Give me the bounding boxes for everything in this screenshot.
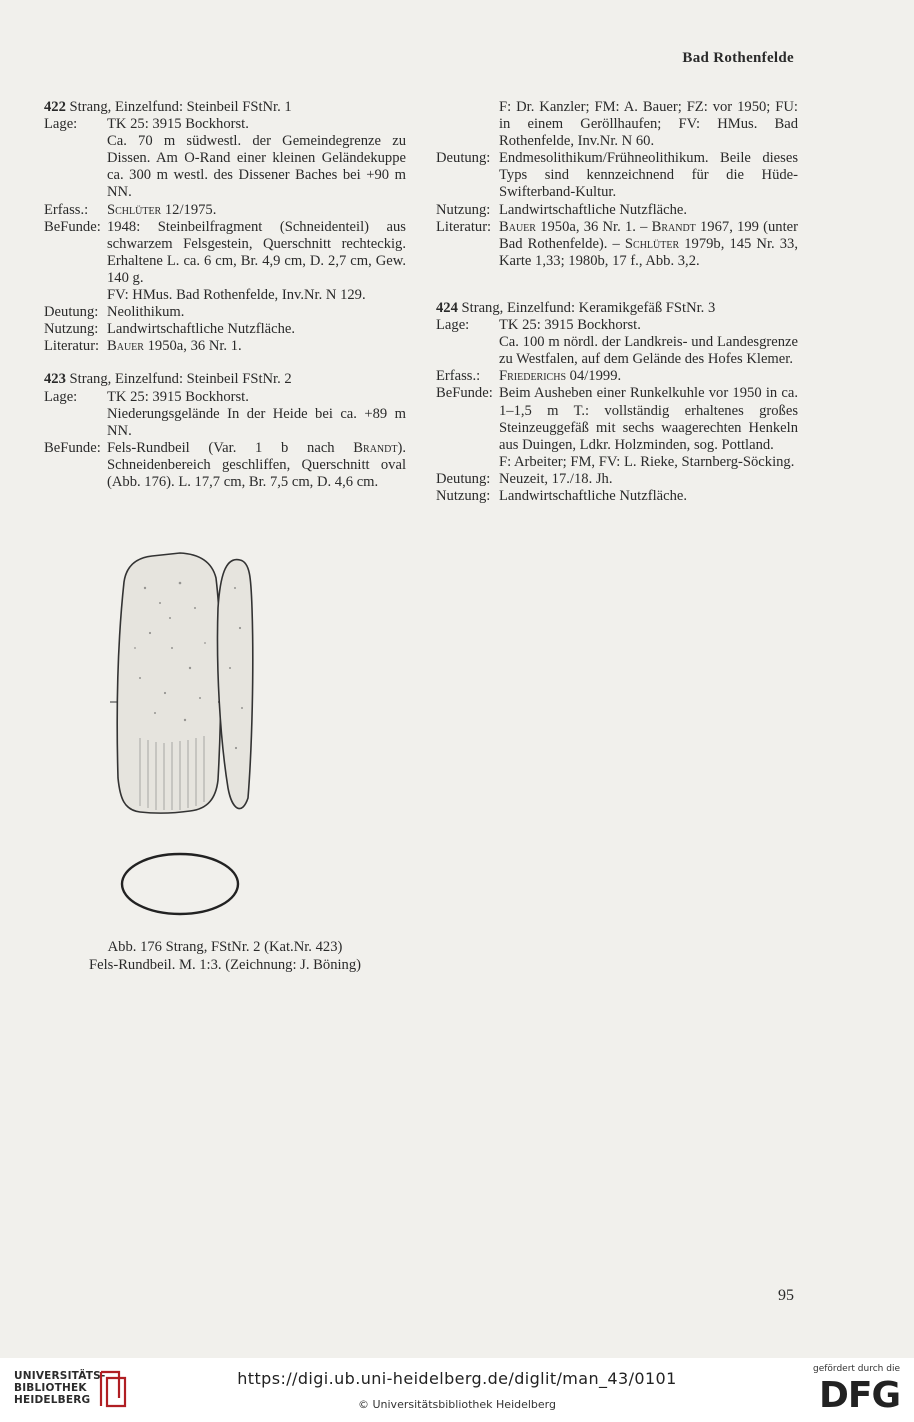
author-name: Bauer [499, 218, 536, 235]
literatur-row [436, 219, 798, 270]
field-value: TK 25: 3915 Bockhorst. [107, 116, 249, 133]
author-name: Bauer [107, 338, 144, 355]
field-label: Deutung: [44, 304, 99, 321]
field-label: Literatur: [436, 218, 492, 235]
erfass-row [436, 368, 798, 385]
field-label: Deutung: [436, 470, 491, 487]
library-name-line: BIBLIOTHEK [14, 1382, 87, 1394]
field-value: Beim Ausheben einer Runkelkuhle vor 1950 in ca. 1–1,5 m T.: vollständig erhaltenes großes Steinzeuggefäß mit sechs waagerechten Henkeln aus Duingen, Ldkr. Holzminden, sog. Pottland. [499, 385, 798, 453]
footer-bar [0, 1358, 914, 1422]
author-name: Schlüter [107, 201, 162, 218]
left-column [44, 99, 406, 491]
running-head: Bad Rothenfelde [682, 50, 794, 66]
field-value-part: ). Schneidenbereich geschliffen, Querschnitt oval (Abb. 176). L. 17,7 cm, Br. 7,5 cm, D. 4,6 cm. [107, 439, 406, 490]
library-name-line: HEIDELBERG [14, 1394, 91, 1406]
field-label: BeFunde: [44, 218, 101, 235]
field-label: Deutung: [436, 150, 491, 167]
axe-front-view [117, 553, 221, 813]
entry-title: Strang, Einzelfund: Steinbeil FStNr. 1 [69, 99, 292, 115]
field-label: Lage: [436, 317, 470, 334]
entry-number: 424 [436, 299, 458, 316]
field-label: Lage: [44, 388, 78, 405]
copyright-notice: © Universitätsbibliothek Heidelberg [357, 1398, 556, 1411]
right-column [436, 99, 798, 505]
author-name: Schlüter [624, 235, 680, 252]
field-label: Nutzung: [436, 487, 491, 504]
erfass-row [44, 202, 406, 219]
axe-cross-section [122, 854, 238, 914]
entry-title: Strang, Einzelfund: Keramikgefäß FStNr. 3 [461, 299, 716, 316]
nutzung-row [44, 321, 406, 338]
field-value [107, 440, 406, 491]
author-name: Friederichs [499, 368, 567, 385]
field-value [107, 338, 406, 355]
field-value: TK 25: 3915 Bockhorst. [107, 388, 249, 405]
lage-detail: Niederungsgelände In der Heide bei ca. +89 m NN. [107, 405, 406, 439]
dfg-funding-note: gefördert durch die [813, 1364, 900, 1374]
field-value-rest: 12/1975. [161, 201, 217, 218]
field-value: Landwirtschaftliche Nutzfläche. [499, 487, 688, 504]
deutung-row [44, 304, 406, 321]
lage-detail: Ca. 100 m nördl. der Landkreis- und Landesgrenze zu Westfalen, auf dem Gelände des Hofes Klemer. [499, 334, 798, 368]
entry-422-heading [44, 99, 406, 116]
field-value-part: Fels-Rundbeil (Var. 1 b nach [107, 439, 354, 456]
field-value [107, 202, 406, 219]
literatur-row [44, 338, 406, 355]
field-label: Nutzung: [44, 321, 99, 338]
entry-424-heading [436, 300, 798, 317]
field-value: Neuzeit, 17./18. Jh. [499, 470, 613, 487]
nutzung-row [436, 202, 798, 219]
entry-423-heading [44, 371, 406, 388]
field-value: Landwirtschaftliche Nutzfläche. [107, 321, 296, 338]
field-label: BeFunde: [436, 385, 493, 402]
field-label: Erfass.: [44, 201, 89, 218]
field-label: BeFunde: [44, 439, 101, 456]
field-value-part: 1979b, 145 Nr. 33, Karte 1,33; 1980b, 17 f., Abb. 3,2. [499, 235, 798, 269]
field-label: Nutzung: [436, 201, 491, 218]
entry-number: 422 [44, 99, 66, 115]
field-label: Lage: [44, 116, 78, 133]
field-value: Endmesolithikum/Frühneolithikum. Beile dieses Typs sind kennzeichnend für die Hüde-Swifterband-Kultur. [499, 150, 798, 201]
befunde-row [436, 385, 798, 453]
field-value: Landwirtschaftliche Nutzfläche. [499, 201, 688, 218]
figure-caption [44, 938, 406, 974]
deutung-row [436, 471, 798, 488]
dfg-logo: DFG [818, 1375, 900, 1416]
field-value [499, 219, 798, 270]
library-name-line: UNIVERSITÄTS- [14, 1370, 106, 1382]
befunde-row [44, 219, 406, 287]
lage-row [436, 317, 798, 334]
author-name: Brandt [353, 439, 398, 456]
caption-line: Fels-Rundbeil. M. 1:3. (Zeichnung: J. Böning) [89, 957, 361, 973]
finder-info: F: Dr. Kanzler; FM: A. Bauer; FZ: vor 1950; FU: in einem Geröllhaufen; FV: HMus. Bad Rothenfelde, Inv.Nr. N 60. [499, 99, 798, 150]
deutung-row [436, 150, 798, 201]
axe-side-view [217, 560, 252, 809]
nutzung-row [436, 488, 798, 505]
document-url-link[interactable]: https://digi.ub.uni-heidelberg.de/diglit/man_43/0101 [237, 1369, 677, 1388]
befunde-detail: F: Arbeiter; FM, FV: L. Rieke, Starnberg-Söcking. [499, 453, 795, 470]
befunde-row [44, 440, 406, 491]
entry-number: 423 [44, 371, 66, 388]
field-value-part: 1967, 199 (unter Bad Rothenfelde). – [499, 218, 798, 252]
field-value [499, 368, 798, 385]
page-number: 95 [778, 1287, 794, 1304]
caption-line: Abb. 176 Strang, FStNr. 2 (Kat.Nr. 423) [107, 939, 343, 955]
field-value-rest: 04/1999. [566, 368, 622, 385]
field-label: Erfass.: [436, 368, 481, 385]
field-value: TK 25: 3915 Bockhorst. [499, 317, 641, 334]
lage-row [44, 116, 406, 133]
field-value: 1948: Steinbeilfragment (Schneidenteil) aus schwarzem Felsgestein, Querschnitt rechteckig. Erhaltene L. ca. 6 cm, Br. 4,9 cm, D. 2,7 cm, Gew. 140 g. [107, 218, 406, 286]
befunde-detail: FV: HMus. Bad Rothenfelde, Inv.Nr. N 129. [107, 287, 366, 304]
lage-row [44, 389, 406, 406]
field-value: Neolithikum. [107, 304, 185, 321]
axe-drawing-figure [100, 548, 260, 920]
entry-title: Strang, Einzelfund: Steinbeil FStNr. 2 [69, 371, 292, 388]
author-name: Brandt [651, 218, 696, 235]
field-value-part: 1950a, 36 Nr. 1. – [535, 218, 652, 235]
field-value-rest: 1950a, 36 Nr. 1. [143, 338, 242, 355]
lage-detail: Ca. 70 m südwestl. der Gemeindegrenze zu Dissen. Am O-Rand einer kleinen Geländekuppe ca. 300 m westl. des Dissener Baches bei +90 m NN. [107, 133, 406, 201]
field-label: Literatur: [44, 338, 100, 355]
